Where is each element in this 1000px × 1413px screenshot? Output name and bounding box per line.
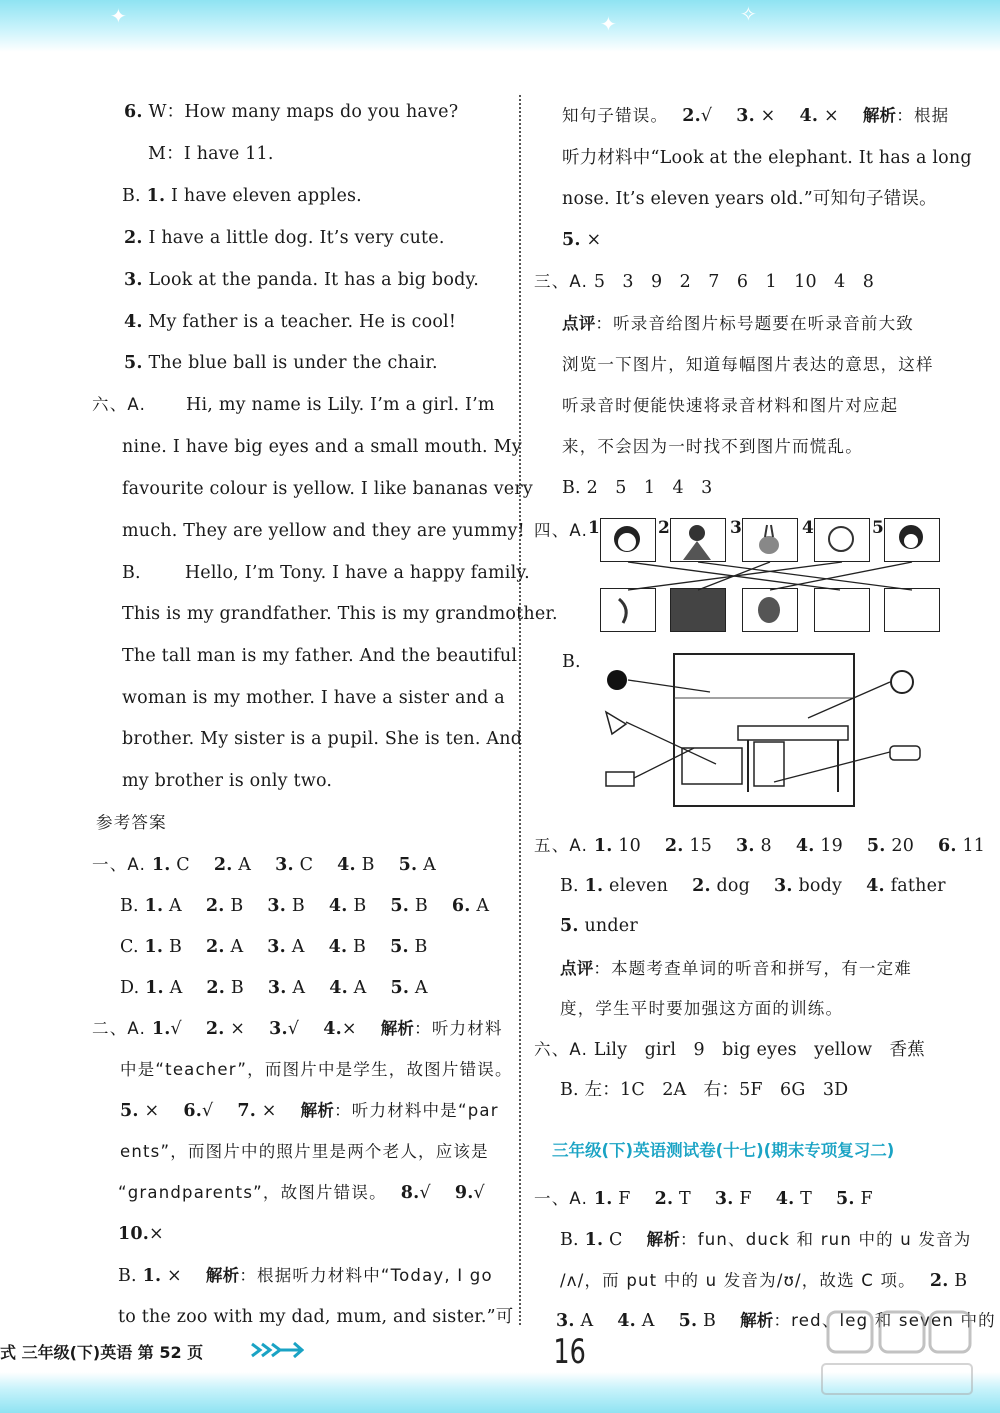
- answer-row: 10.×: [118, 1224, 164, 1244]
- answer-row: 知句子错误。 2.√ 3. × 4. × 解析：根据: [562, 106, 950, 126]
- sparkle-icon: ✦: [600, 12, 617, 36]
- answer-row: D. 1. A 2. B 3. A 4. A 5. A: [120, 978, 428, 998]
- answer-row: 二、A. 1.√ 2. × 3.√ 4.× 解析：听力材料: [92, 1019, 503, 1039]
- text-line: 听录音时便能快速将录音材料和图片对应起: [562, 396, 899, 415]
- text-line: ents”，而图片中的照片里是两个老人，应该是: [120, 1142, 489, 1161]
- room-scene-illustration: [598, 652, 928, 810]
- arrow-right-icon: [250, 1340, 304, 1360]
- figure-number: 3: [730, 518, 742, 538]
- text-line: 2. I have a little dog. It’s very cute.: [124, 228, 445, 248]
- handwritten-page-number: 16: [553, 1332, 586, 1372]
- text-line: 浏览一下图片，知道每幅图片表达的意思，这样: [562, 355, 934, 374]
- answer-row: B. 1. A 2. B 3. B 4. B 5. B 6. A: [120, 896, 490, 916]
- scene-figure: [598, 652, 928, 810]
- ball-icon: [607, 670, 627, 690]
- answer-row: 三、A. 5 3 9 2 7 6 1 10 4 8: [534, 272, 875, 292]
- section-title: 三年级(下)英语测试卷(十七)(期末专项复习二): [552, 1141, 895, 1160]
- column-divider: [519, 95, 521, 1325]
- answer-row: 5. × 6.√ 7. × 解析：听力材料中是“par: [120, 1101, 499, 1121]
- text-line: This is my grandfather. This is my grandmother.: [122, 604, 558, 624]
- book-icon: [606, 772, 634, 786]
- section-heading: 参考答案: [96, 813, 167, 832]
- text-line: M：I have 11.: [148, 144, 274, 164]
- answer-row: B. 1. × 解析：根据听力材料中“Today, I go: [118, 1266, 493, 1286]
- answer-row: 五、A. 1. 10 2. 15 3. 8 4. 19 5. 20 6. 11: [534, 836, 986, 856]
- sparkle-icon: ✧: [740, 2, 757, 26]
- answer-row: 3. A 4. A 5. B 解析：red、leg 和 seven 中的: [556, 1311, 996, 1331]
- page-footer: 式 三年级(下)英语 第 52 页: [0, 1343, 204, 1362]
- sparkle-icon: ✦: [110, 4, 127, 28]
- watermark-logo-icon: [818, 1306, 978, 1402]
- answer-row: 5. under: [560, 916, 638, 936]
- text-line: brother. My sister is a pupil. She is ten. And: [122, 729, 523, 749]
- matching-figure: [588, 516, 948, 636]
- answer-row: C. 1. B 2. A 3. A 4. B 5. B: [120, 937, 428, 957]
- text-line: favourite colour is yellow. I like bananas very: [122, 479, 534, 499]
- text-line: nose. It’s eleven years old.”可知句子错误。: [562, 189, 937, 209]
- answer-row: 六、A. Lily girl 9 big eyes yellow 香蕉: [534, 1040, 925, 1060]
- text-line: 3. Look at the panda. It has a big body.: [124, 270, 479, 290]
- text-line: to the zoo with my dad, mum, and sister.”可: [118, 1307, 514, 1327]
- text-line: 听力材料中“Look at the elephant. It has a long: [562, 148, 972, 168]
- answer-row: 5. ×: [562, 230, 602, 250]
- question-label: 四、A.: [534, 521, 589, 540]
- top-decorative-band: [0, 0, 1000, 52]
- answer-row: B. 2 5 1 4 3: [562, 478, 713, 498]
- figure-number: 5: [872, 518, 884, 538]
- text-line: 5. The blue ball is under the chair.: [124, 353, 438, 373]
- text-line: my brother is only two.: [122, 771, 333, 791]
- answer-row: “grandparents”，故图片错误。 8.√ 9.√: [118, 1183, 485, 1203]
- text-line: nine. I have big eyes and a small mouth. My: [122, 437, 522, 457]
- text-line: The tall man is my father. And the beautiful: [122, 646, 518, 666]
- toy-car-icon: [890, 746, 920, 760]
- figure-number: 2: [658, 518, 670, 538]
- text-line: 点评：听录音给图片标号题要在听录音前大致: [562, 314, 915, 333]
- text-line: B. 1. I have eleven apples.: [122, 186, 362, 206]
- text-line: 6. W：How many maps do you have?: [124, 102, 459, 122]
- text-line: woman is my mother. I have a sister and a: [122, 688, 505, 708]
- answer-row: /ʌ/，而 put 中的 u 发音为/ʊ/，故选 C 项。 2. B: [560, 1271, 968, 1291]
- answer-row: B. 左：1C 2A 右：5F 6G 3D: [560, 1080, 849, 1100]
- text-line: 点评：本题考查单词的听音和拼写，有一定难: [560, 959, 913, 978]
- text-line: 来，不会因为一时找不到图片而慌乱。: [562, 437, 863, 456]
- football-icon: [891, 671, 913, 693]
- matching-lines: [588, 516, 948, 636]
- question-label: B.: [562, 652, 581, 672]
- answer-row: B. 1. eleven 2. dog 3. body 4. father: [560, 876, 946, 896]
- text-line: much. They are yellow and they are yummy!: [122, 521, 525, 541]
- answer-row: 一、A. 1. C 2. A 3. C 4. B 5. A: [92, 855, 436, 875]
- figure-number: 1: [588, 518, 600, 538]
- text-line: 中是“teacher”，而图片中是学生，故图片错误。: [120, 1060, 513, 1079]
- answer-row: B. 1. C 解析：fun、duck 和 run 中的 u 发音为: [560, 1230, 972, 1250]
- text-line: 4. My father is a teacher. He is cool!: [124, 312, 457, 332]
- figure-number: 4: [802, 518, 814, 538]
- text-line: 六、A. Hi, my name is Lily. I’m a girl. I’m: [92, 395, 495, 415]
- kite-icon: [606, 712, 626, 734]
- text-line: B. Hello, I’m Tony. I have a happy family.: [122, 563, 530, 583]
- answer-row: 一、A. 1. F 2. T 3. F 4. T 5. F: [534, 1189, 873, 1209]
- text-line: 度，学生平时要加强这方面的训练。: [560, 999, 844, 1018]
